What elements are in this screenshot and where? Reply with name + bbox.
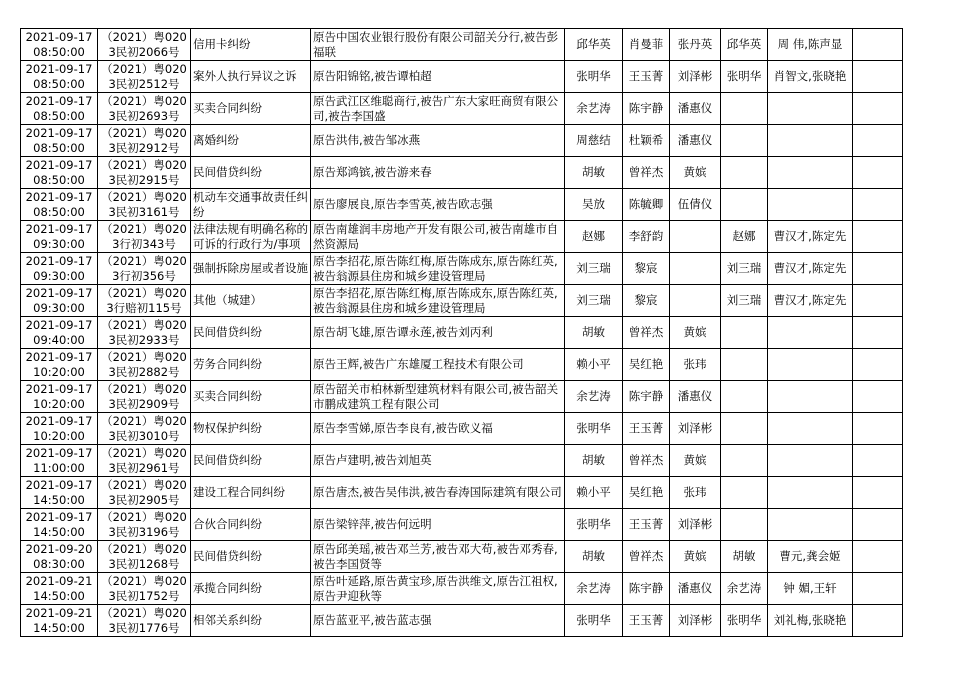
table-row (21, 413, 903, 445)
case-cause-cell: 承揽合同纠纷 (191, 573, 311, 605)
assistant-cell: 刘泽彬 (670, 509, 721, 541)
parties-cell: 原告南雄润丰房地产开发有限公司,被告南雄市自然资源局 (311, 221, 565, 253)
judge-cell: 赖小平 (565, 349, 623, 381)
hearing-time-cell: 2021-09-17 08:50:00 (21, 125, 98, 157)
clerk-cell: 黎宸 (623, 253, 670, 285)
judge-cell: 刘三瑞 (565, 285, 623, 317)
case-cause-cell: 民间借贷纠纷 (191, 541, 311, 573)
hearing-time-cell: 2021-09-20 08:30:00 (21, 541, 98, 573)
judge-cell: 余艺涛 (565, 381, 623, 413)
blank-cell (853, 381, 903, 413)
hearing-schedule-sheet (20, 28, 903, 637)
parties-cell: 原告蓝亚平,被告蓝志强 (311, 605, 565, 637)
blank-cell (853, 413, 903, 445)
jurors-cell (768, 157, 853, 189)
jurors-cell (768, 125, 853, 157)
assistant-cell: 刘泽彬 (670, 605, 721, 637)
parties-cell: 原告洪伟,被告邹冰燕 (311, 125, 565, 157)
judge-cell: 张明华 (565, 61, 623, 93)
blank-cell (853, 285, 903, 317)
presiding-judge-cell (721, 445, 768, 477)
presiding-judge-cell (721, 125, 768, 157)
judge-cell: 胡敏 (565, 317, 623, 349)
clerk-cell: 王玉菁 (623, 61, 670, 93)
hearing-time-cell: 2021-09-17 08:50:00 (21, 61, 98, 93)
presiding-judge-cell (721, 317, 768, 349)
presiding-judge-cell: 邱华英 (721, 29, 768, 61)
assistant-cell: 潘惠仪 (670, 573, 721, 605)
hearing-time-cell: 2021-09-21 14:50:00 (21, 605, 98, 637)
hearing-time-cell: 2021-09-17 08:50:00 (21, 93, 98, 125)
case-cause-cell: 法律法规有明确名称的可诉的行政行为/事项 (191, 221, 311, 253)
case-number-cell: （2021）粤0203民初2912号 (98, 125, 191, 157)
parties-cell: 原告胡飞雄,原告谭永莲,被告刘丙利 (311, 317, 565, 349)
blank-cell (853, 157, 903, 189)
case-cause-cell: 民间借贷纠纷 (191, 445, 311, 477)
case-number-cell: （2021）粤0203民初3010号 (98, 413, 191, 445)
table-row (21, 253, 903, 285)
table-row (21, 509, 903, 541)
assistant-cell (670, 253, 721, 285)
jurors-cell (768, 413, 853, 445)
parties-cell: 原告梁锌萍,被告何远明 (311, 509, 565, 541)
case-number-cell: （2021）粤0203行初343号 (98, 221, 191, 253)
presiding-judge-cell (721, 93, 768, 125)
presiding-judge-cell: 余艺涛 (721, 573, 768, 605)
clerk-cell: 王玉菁 (623, 605, 670, 637)
presiding-judge-cell (721, 477, 768, 509)
case-cause-cell: 机动车交通事故责任纠纷 (191, 189, 311, 221)
hearing-time-cell: 2021-09-21 14:50:00 (21, 573, 98, 605)
case-cause-cell: 建设工程合同纠纷 (191, 477, 311, 509)
case-number-cell: （2021）粤0203民初2693号 (98, 93, 191, 125)
blank-cell (853, 541, 903, 573)
clerk-cell: 陈宇静 (623, 381, 670, 413)
jurors-cell (768, 317, 853, 349)
clerk-cell: 李舒韵 (623, 221, 670, 253)
table-row (21, 317, 903, 349)
table-row (21, 381, 903, 413)
case-number-cell: （2021）粤0203民初3196号 (98, 509, 191, 541)
judge-cell: 赵娜 (565, 221, 623, 253)
judge-cell: 胡敏 (565, 541, 623, 573)
assistant-cell: 黄嫔 (670, 445, 721, 477)
presiding-judge-cell (721, 509, 768, 541)
judge-cell: 周慈结 (565, 125, 623, 157)
case-number-cell: （2021）粤0203民初3161号 (98, 189, 191, 221)
case-number-cell: （2021）粤0203民初2909号 (98, 381, 191, 413)
table-row (21, 445, 903, 477)
case-number-cell: （2021）粤0203民初1268号 (98, 541, 191, 573)
presiding-judge-cell (721, 157, 768, 189)
judge-cell: 赖小平 (565, 477, 623, 509)
case-number-cell: （2021）粤0203民初2882号 (98, 349, 191, 381)
case-number-cell: （2021）粤0203民初1776号 (98, 605, 191, 637)
parties-cell: 原告韶关市柏林新型建筑材料有限公司,被告韶关市鹏成建筑工程有限公司 (311, 381, 565, 413)
jurors-cell: 刘礼梅,张晓艳 (768, 605, 853, 637)
blank-cell (853, 445, 903, 477)
case-number-cell: （2021）粤0203民初2905号 (98, 477, 191, 509)
jurors-cell: 钟 媚,王轩 (768, 573, 853, 605)
case-number-cell: （2021）粤0203民初2961号 (98, 445, 191, 477)
blank-cell (853, 189, 903, 221)
presiding-judge-cell: 胡敏 (721, 541, 768, 573)
presiding-judge-cell: 刘三瑞 (721, 253, 768, 285)
schedule-rows (21, 29, 903, 637)
parties-cell: 原告李雪娣,原告李良有,被告欧义福 (311, 413, 565, 445)
assistant-cell: 张丹英 (670, 29, 721, 61)
case-cause-cell: 劳务合同纠纷 (191, 349, 311, 381)
parties-cell: 原告李招花,原告陈红梅,原告陈成东,原告陈红英,被告翁源县住房和城乡建设管理局 (311, 285, 565, 317)
hearing-time-cell: 2021-09-17 11:00:00 (21, 445, 98, 477)
table-row (21, 285, 903, 317)
judge-cell: 余艺涛 (565, 93, 623, 125)
judge-cell: 吴放 (565, 189, 623, 221)
jurors-cell: 曹汉才,陈定先 (768, 253, 853, 285)
clerk-cell: 王玉菁 (623, 509, 670, 541)
assistant-cell: 潘惠仪 (670, 93, 721, 125)
table-row (21, 221, 903, 253)
case-number-cell: （2021）粤0203民初2933号 (98, 317, 191, 349)
blank-cell (853, 125, 903, 157)
assistant-cell: 黄嫔 (670, 317, 721, 349)
clerk-cell: 陈毓卿 (623, 189, 670, 221)
parties-cell: 原告李招花,原告陈红梅,原告陈成东,原告陈红英,被告翁源县住房和城乡建设管理局 (311, 253, 565, 285)
judge-cell: 胡敏 (565, 445, 623, 477)
case-cause-cell: 案外人执行异议之诉 (191, 61, 311, 93)
clerk-cell: 杜颖希 (623, 125, 670, 157)
hearing-time-cell: 2021-09-17 09:30:00 (21, 221, 98, 253)
hearing-time-cell: 2021-09-17 10:20:00 (21, 381, 98, 413)
case-number-cell: （2021）粤0203民初2915号 (98, 157, 191, 189)
case-number-cell: （2021）粤0203民初2066号 (98, 29, 191, 61)
case-number-cell: （2021）粤0203民初1752号 (98, 573, 191, 605)
clerk-cell: 肖曼菲 (623, 29, 670, 61)
parties-cell: 原告王辉,被告广东雄厦工程技术有限公司 (311, 349, 565, 381)
case-cause-cell: 其他（城建） (191, 285, 311, 317)
hearing-time-cell: 2021-09-17 09:30:00 (21, 253, 98, 285)
jurors-cell (768, 189, 853, 221)
blank-cell (853, 29, 903, 61)
presiding-judge-cell: 刘三瑞 (721, 285, 768, 317)
case-cause-cell: 买卖合同纠纷 (191, 381, 311, 413)
assistant-cell: 黄嫔 (670, 157, 721, 189)
table-row (21, 157, 903, 189)
case-cause-cell: 物权保护纠纷 (191, 413, 311, 445)
hearing-time-cell: 2021-09-17 14:50:00 (21, 509, 98, 541)
blank-cell (853, 477, 903, 509)
parties-cell: 原告卢建明,被告刘旭英 (311, 445, 565, 477)
table-row (21, 605, 903, 637)
case-number-cell: （2021）粤0203行初356号 (98, 253, 191, 285)
parties-cell: 原告中国农业银行股份有限公司韶关分行,被告彭福联 (311, 29, 565, 61)
parties-cell: 原告阳锦铭,被告谭柏超 (311, 61, 565, 93)
presiding-judge-cell: 张明华 (721, 61, 768, 93)
clerk-cell: 曾祥杰 (623, 317, 670, 349)
presiding-judge-cell: 赵娜 (721, 221, 768, 253)
assistant-cell: 张玮 (670, 349, 721, 381)
assistant-cell: 潘惠仪 (670, 125, 721, 157)
clerk-cell: 王玉菁 (623, 413, 670, 445)
assistant-cell (670, 285, 721, 317)
table-row (21, 125, 903, 157)
jurors-cell: 肖智文,张晓艳 (768, 61, 853, 93)
table-row (21, 541, 903, 573)
blank-cell (853, 349, 903, 381)
assistant-cell (670, 221, 721, 253)
jurors-cell (768, 93, 853, 125)
jurors-cell (768, 381, 853, 413)
blank-cell (853, 221, 903, 253)
assistant-cell: 刘泽彬 (670, 61, 721, 93)
blank-cell (853, 573, 903, 605)
presiding-judge-cell (721, 349, 768, 381)
parties-cell: 原告唐杰,被告吴伟洪,被告春涛国际建筑有限公司 (311, 477, 565, 509)
assistant-cell: 张玮 (670, 477, 721, 509)
presiding-judge-cell (721, 413, 768, 445)
hearing-time-cell: 2021-09-17 08:50:00 (21, 157, 98, 189)
case-number-cell: （2021）粤0203民初2512号 (98, 61, 191, 93)
jurors-cell (768, 477, 853, 509)
hearing-time-cell: 2021-09-17 09:40:00 (21, 317, 98, 349)
case-cause-cell: 买卖合同纠纷 (191, 93, 311, 125)
table-row (21, 477, 903, 509)
assistant-cell: 黄嫔 (670, 541, 721, 573)
clerk-cell: 曾祥杰 (623, 157, 670, 189)
presiding-judge-cell (721, 189, 768, 221)
presiding-judge-cell (721, 381, 768, 413)
clerk-cell: 黎宸 (623, 285, 670, 317)
assistant-cell: 伍倩仪 (670, 189, 721, 221)
hearing-time-cell: 2021-09-17 08:50:00 (21, 29, 98, 61)
blank-cell (853, 509, 903, 541)
jurors-cell: 曹汉才,陈定先 (768, 221, 853, 253)
case-cause-cell: 民间借贷纠纷 (191, 317, 311, 349)
hearing-time-cell: 2021-09-17 14:50:00 (21, 477, 98, 509)
parties-cell: 原告郑鸿镔,被告游来春 (311, 157, 565, 189)
hearing-time-cell: 2021-09-17 10:20:00 (21, 413, 98, 445)
clerk-cell: 吴红艳 (623, 349, 670, 381)
clerk-cell: 曾祥杰 (623, 445, 670, 477)
jurors-cell (768, 509, 853, 541)
judge-cell: 张明华 (565, 605, 623, 637)
blank-cell (853, 61, 903, 93)
hearing-time-cell: 2021-09-17 10:20:00 (21, 349, 98, 381)
jurors-cell: 周 伟,陈声显 (768, 29, 853, 61)
clerk-cell: 吴红艳 (623, 477, 670, 509)
table-row (21, 189, 903, 221)
table-row (21, 93, 903, 125)
case-cause-cell: 合伙合同纠纷 (191, 509, 311, 541)
parties-cell: 原告邱美瑶,被告邓兰芳,被告邓大苟,被告邓秀春,被告李国贤等 (311, 541, 565, 573)
case-cause-cell: 相邻关系纠纷 (191, 605, 311, 637)
table-row (21, 29, 903, 61)
jurors-cell: 曹汉才,陈定先 (768, 285, 853, 317)
assistant-cell: 潘惠仪 (670, 381, 721, 413)
jurors-cell (768, 349, 853, 381)
judge-cell: 张明华 (565, 509, 623, 541)
presiding-judge-cell: 张明华 (721, 605, 768, 637)
clerk-cell: 陈宇静 (623, 93, 670, 125)
judge-cell: 胡敏 (565, 157, 623, 189)
blank-cell (853, 317, 903, 349)
case-cause-cell: 离婚纠纷 (191, 125, 311, 157)
parties-cell: 原告廖展良,原告李雪英,被告欧志强 (311, 189, 565, 221)
parties-cell: 原告武江区维聪商行,被告广东大家旺商贸有限公司,被告李国盛 (311, 93, 565, 125)
blank-cell (853, 93, 903, 125)
case-cause-cell: 信用卡纠纷 (191, 29, 311, 61)
hearing-time-cell: 2021-09-17 08:50:00 (21, 189, 98, 221)
jurors-cell (768, 445, 853, 477)
judge-cell: 张明华 (565, 413, 623, 445)
blank-cell (853, 253, 903, 285)
table-row (21, 573, 903, 605)
assistant-cell: 刘泽彬 (670, 413, 721, 445)
judge-cell: 余艺涛 (565, 573, 623, 605)
hearing-schedule-table (20, 28, 903, 637)
clerk-cell: 陈宇静 (623, 573, 670, 605)
jurors-cell: 曹元,龚会姬 (768, 541, 853, 573)
blank-cell (853, 605, 903, 637)
case-cause-cell: 强制拆除房屋或者设施 (191, 253, 311, 285)
case-number-cell: （2021）粤0203行赔初115号 (98, 285, 191, 317)
judge-cell: 刘三瑞 (565, 253, 623, 285)
parties-cell: 原告叶延路,原告黄宝珍,原告洪维文,原告江祖权,原告尹迎秋等 (311, 573, 565, 605)
judge-cell: 邱华英 (565, 29, 623, 61)
clerk-cell: 曾祥杰 (623, 541, 670, 573)
hearing-time-cell: 2021-09-17 09:30:00 (21, 285, 98, 317)
table-row (21, 349, 903, 381)
table-row (21, 61, 903, 93)
case-cause-cell: 民间借贷纠纷 (191, 157, 311, 189)
